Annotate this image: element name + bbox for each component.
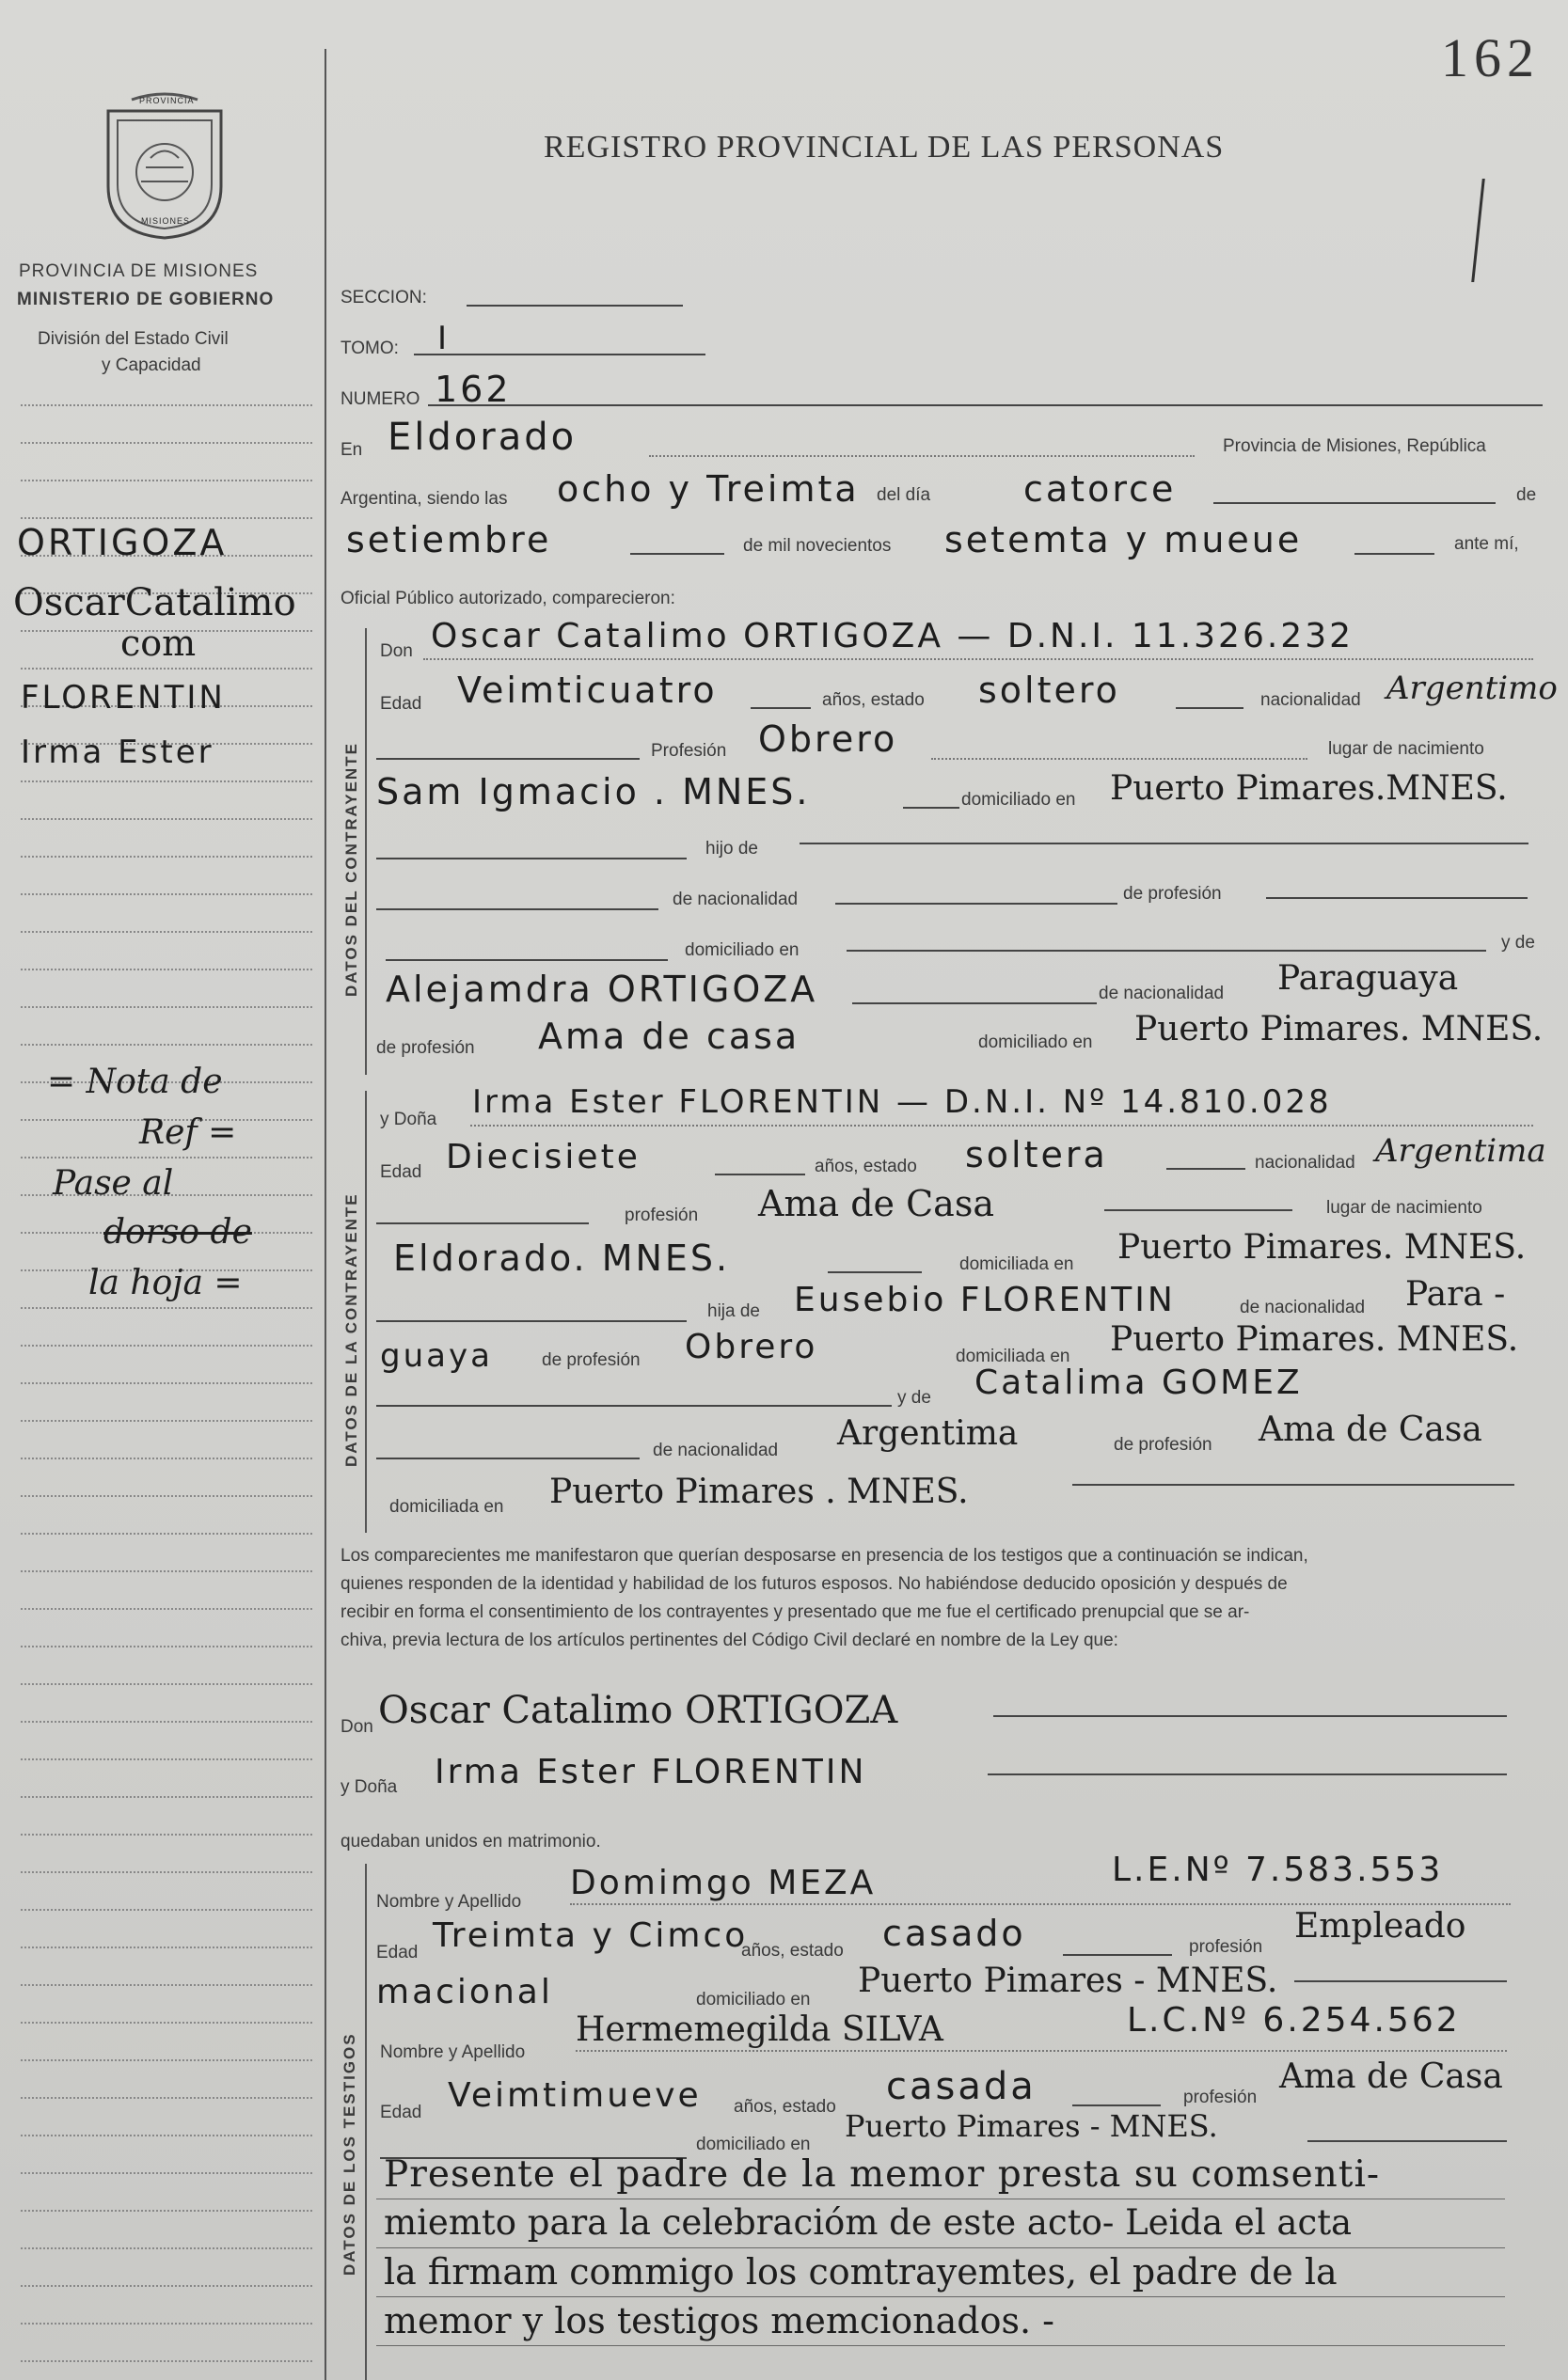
bride-father-nationality-a: Para -	[1405, 1275, 1506, 1314]
witness1-status: casado	[882, 1913, 1026, 1954]
province-name: PROVINCIA DE MISIONES	[19, 261, 259, 281]
father-nac-label: de nacionalidad	[1240, 1298, 1366, 1317]
groom-nationality: Argentimo	[1386, 670, 1558, 707]
father-prof-label: de profesión	[542, 1350, 641, 1370]
t2-profesion-label: profesión	[1183, 2088, 1258, 2107]
decl-bride-name: Irma Ester FLORENTIN	[435, 1753, 867, 1791]
mother2-nac-label: de nacionalidad	[653, 1441, 779, 1460]
closing-note-4: memor y los testigos memcionados. -	[384, 2300, 1055, 2341]
bride-nationality: Argentima	[1375, 1132, 1546, 1170]
margin-rule	[325, 49, 326, 2380]
groom-name: Oscar Catalimo ORTIGOZA — D.N.I. 11.326.232	[431, 617, 1354, 655]
del-dia-text: del día	[877, 485, 931, 505]
seal-top-text: PROVINCIA	[139, 96, 195, 105]
father-dom-label: domiciliada en	[956, 1347, 1070, 1366]
closing-note-3: la firmam commigo los comtrayemtes, el padre de la	[384, 2251, 1338, 2293]
witness1-occupation-2: macional	[376, 1973, 553, 2011]
mother-nac-label: de nacionalidad	[1099, 984, 1225, 1003]
de-nacionalidad-label: de nacionalidad	[673, 890, 799, 909]
bride-prof-line	[376, 1222, 589, 1224]
check-mark	[1471, 179, 1498, 282]
margin-surname-2: FLORENTIN	[21, 679, 226, 717]
groom-residence: Puerto Pimares.MNES.	[1110, 769, 1508, 808]
contrayente-bracket	[365, 628, 367, 1075]
bride-birthplace-line	[828, 1271, 922, 1273]
provincial-seal	[94, 92, 235, 243]
bride-age: Diecisiete	[446, 1138, 641, 1176]
decl-groom-name: Oscar Catalimo ORTIGOZA	[378, 1689, 898, 1732]
bride-profesion-label: profesión	[625, 1206, 699, 1225]
provincia-text: Provincia de Misiones, República	[1223, 436, 1486, 456]
bride-status: soltera	[965, 1134, 1108, 1175]
birthplace-line	[903, 807, 959, 809]
t2-edad-label: Edad	[380, 2103, 422, 2122]
note-rule-2	[376, 2247, 1505, 2248]
decl-groom-line	[993, 1715, 1507, 1717]
year-value: setemta y mueue	[944, 519, 1303, 560]
don-label: Don	[380, 641, 413, 661]
city-dots	[649, 455, 1195, 457]
division-line-2: y Capacidad	[102, 355, 201, 375]
groom-status: soltero	[978, 670, 1120, 711]
hija-de-label: hija de	[707, 1301, 760, 1321]
profesion-label: Profesión	[651, 741, 727, 761]
margin-connector: com	[120, 623, 197, 664]
bride-name-dots	[470, 1125, 1533, 1127]
en-label: En	[341, 440, 363, 460]
y-de-label: y de	[1501, 933, 1535, 953]
groom-birthplace: Sam Igmacio . MNES.	[376, 771, 811, 812]
mother-prof-label: de profesión	[376, 1038, 475, 1058]
bride-mother-line-a	[376, 1405, 892, 1407]
numero-label: NUMERO	[341, 389, 420, 409]
dom-line-b	[847, 950, 1486, 952]
witness1-residence: Puerto Pimares - MNES.	[858, 1962, 1278, 2000]
nacionalidad-label: nacionalidad	[1260, 690, 1361, 710]
quedaban-text: quedaban unidos en matrimonio.	[341, 1832, 601, 1852]
witness1-age: Treimta y Cimco	[433, 1916, 749, 1955]
t1-edad-label: Edad	[376, 1943, 419, 1962]
t1-anios-estado: años, estado	[741, 1941, 844, 1961]
note-rule-4	[376, 2345, 1505, 2346]
bride-edad-label: Edad	[380, 1162, 422, 1182]
de-text: de	[1516, 485, 1537, 505]
dom-line-a	[386, 959, 668, 961]
declaration-line-1: Los comparecientes me manifestaron que querían desposarse en presencia de los testigos que a continuación se indican,	[341, 1546, 1308, 1566]
note-rule-3	[376, 2296, 1505, 2297]
division-line-1: División del Estado Civil	[38, 329, 229, 349]
witness2-document: L.C.Nº 6.254.562	[1127, 2001, 1461, 2040]
margin-surname-1: ORTIGOZA	[17, 522, 228, 563]
margin-ref-3: Pase al	[53, 1164, 174, 1203]
witness2-name-dots	[576, 2050, 1507, 2052]
bride-father-nationality-b: guaya	[380, 1337, 493, 1375]
contrayente2-bracket	[365, 1091, 367, 1533]
bride-birthplace: Eldorado. MNES.	[393, 1237, 731, 1279]
anios-estado: años, estado	[822, 690, 925, 710]
groom-age: Veimticuatro	[457, 670, 718, 711]
domiciliado-label: domiciliado en	[961, 790, 1076, 810]
hijo-line-a	[376, 858, 687, 859]
tomo-line	[414, 354, 705, 355]
t2-domiciliado-label: domiciliado en	[696, 2135, 811, 2154]
profesion-line	[376, 758, 640, 760]
t1-domiciliado-label: domiciliado en	[696, 1990, 811, 2010]
witness2-occupation: Ama de Casa	[1279, 2057, 1503, 2096]
witness2-name: Hermemegilda SILVA	[576, 2010, 943, 2049]
de-mil-text: de mil novecientos	[743, 536, 892, 556]
bride-mother-line-b	[376, 1458, 640, 1459]
occupation-dots	[931, 758, 1307, 760]
margin-ref-1: = Nota de	[47, 1063, 223, 1101]
ministry-name: MINISTERIO DE GOBIERNO	[17, 290, 275, 309]
page-title: REGISTRO PROVINCIAL DE LAS PERSONAS	[544, 130, 1225, 165]
bride-father: Eusebio FLORENTIN	[794, 1281, 1176, 1319]
bride-age-line	[715, 1174, 805, 1175]
margin-ref-4: dorso de	[103, 1213, 252, 1252]
t2-nombre-label: Nombre y Apellido	[380, 2042, 526, 2062]
bride-mother-residence: Puerto Pimares . MNES.	[549, 1473, 969, 1511]
closing-note-2: miemto para la celebracióm de este acto- Leida el acta	[384, 2202, 1353, 2243]
city-value: Eldorado	[388, 416, 578, 459]
bride-occupation-line	[1104, 1209, 1292, 1211]
bride-dom-label: domiciliada en	[959, 1254, 1074, 1274]
t2-residence-line-b	[1307, 2140, 1507, 2142]
nac-line-a	[376, 908, 658, 910]
t1-nombre-label: Nombre y Apellido	[376, 1892, 522, 1912]
mother2-dom-label: domiciliada en	[389, 1497, 504, 1517]
bride-occupation: Ama de Casa	[758, 1183, 994, 1224]
witness2-residence: Puerto Pimares - MNES.	[845, 2108, 1218, 2144]
edad-label: Edad	[380, 694, 422, 714]
hour-value: ocho y Treimta	[557, 468, 860, 510]
witness1-name-dots	[570, 1903, 1511, 1905]
seccion-label: SECCION:	[341, 288, 427, 307]
seccion-line	[467, 305, 683, 307]
age-line	[751, 707, 811, 709]
day-value: catorce	[1023, 468, 1177, 510]
margin-name-2: Irma Ester	[21, 733, 214, 771]
groom-name-dots	[423, 658, 1533, 660]
numero-line	[428, 404, 1543, 406]
margin-ref-5: la hoja =	[88, 1264, 243, 1302]
tomo-label: TOMO:	[341, 339, 399, 358]
status-line	[1176, 707, 1243, 709]
contrayente2-section-label: DATOS DE LA CONTRAYENTE	[342, 1192, 360, 1467]
mother2-prof-label: de profesión	[1114, 1435, 1212, 1455]
groom-mother-residence: Puerto Pimares. MNES.	[1134, 1010, 1544, 1048]
bride-anios-estado: años, estado	[815, 1157, 917, 1176]
groom-mother-occupation: Ama de casa	[538, 1016, 800, 1057]
hijo-line-b	[800, 843, 1528, 844]
testigos-section-label: DATOS DE LOS TESTIGOS	[341, 2032, 358, 2276]
y-de-label-2: y de	[897, 1388, 931, 1408]
t1-status-line	[1063, 1954, 1172, 1956]
domiciliado-en-label: domiciliado en	[685, 940, 800, 960]
argentina-text: Argentina, siendo las	[341, 489, 508, 509]
bride-father-occupation: Obrero	[685, 1328, 818, 1366]
groom-mother-nationality: Paraguaya	[1277, 959, 1459, 998]
t2-anios-estado: años, estado	[734, 2097, 836, 2117]
bride-mother: Catalima GOMEZ	[974, 1363, 1303, 1402]
tomo-value: I	[437, 320, 451, 357]
bride-mother-occupation: Ama de Casa	[1259, 1411, 1482, 1449]
witness2-status: casada	[886, 2065, 1037, 2108]
lugar-nac-label: lugar de nacimiento	[1328, 739, 1484, 759]
declaration-line-4: chiva, previa lectura de los artículos pertinentes del Código Civil declaré en nombre de la Ley que:	[341, 1631, 1118, 1650]
oficial-text: Oficial Público autorizado, comparecieron:	[341, 589, 675, 608]
bride-residence: Puerto Pimares. MNES.	[1117, 1228, 1527, 1267]
ante-mi-text: ante mí,	[1454, 534, 1519, 554]
decl-dona-label: y Doña	[341, 1777, 398, 1797]
groom-mother: Alejamdra ORTIGOZA	[386, 969, 818, 1010]
declaration-line-2: quienes responden de la identidad y habilidad de los futuros esposos. No habiéndose deducido oposición y después de	[341, 1574, 1288, 1594]
bride-mother-nationality: Argentima	[837, 1414, 1019, 1453]
mother-dom-label: domiciliado en	[978, 1032, 1093, 1052]
declaration-line-3: recibir en forma el consentimiento de los contrayentes y presentado que me fue el certificado prenupcial que se ar-	[341, 1602, 1250, 1622]
page-number: 162	[1441, 27, 1540, 88]
seal-bottom-text: MISIONES	[141, 216, 191, 226]
dona-label: y Doña	[380, 1110, 437, 1129]
month-value: setiembre	[346, 519, 552, 560]
bride-mother-residence-line	[1072, 1484, 1514, 1486]
margin-name-1: OscarCatalimo	[13, 581, 296, 624]
witness1-occupation: Empleado	[1294, 1907, 1466, 1946]
t2-status-line	[1072, 2104, 1161, 2106]
witness1-name: Domimgo MEZA	[570, 1864, 877, 1902]
witness1-document: L.E.Nº 7.583.553	[1112, 1851, 1444, 1889]
bride-father-line	[376, 1320, 687, 1322]
month-line	[630, 553, 724, 555]
nac-line-b	[835, 903, 1117, 905]
prof-line	[1266, 897, 1528, 899]
t1-residence-line	[1294, 1980, 1507, 1982]
bride-name: Irma Ester FLORENTIN — D.N.I. Nº 14.810.028	[472, 1083, 1332, 1121]
contrayente-section-label: DATOS DEL CONTRAYENTE	[342, 742, 360, 997]
decl-bride-line	[988, 1773, 1507, 1775]
numero-value: 162	[435, 369, 512, 410]
groom-occupation: Obrero	[758, 718, 898, 760]
bride-father-residence: Puerto Pimares. MNES.	[1110, 1320, 1519, 1359]
hijo-de-label: hijo de	[705, 839, 758, 859]
day-line	[1213, 502, 1496, 504]
testigos-bracket	[365, 1864, 367, 2380]
bride-lugar-label: lugar de nacimiento	[1326, 1198, 1482, 1218]
mother-line	[852, 1002, 1097, 1004]
de-profesion-label: de profesión	[1123, 884, 1222, 904]
t1-profesion-label: profesión	[1189, 1937, 1263, 1957]
margin-ref-2: Ref =	[139, 1113, 237, 1152]
bride-nacionalidad-label: nacionalidad	[1255, 1153, 1355, 1173]
year-line	[1354, 553, 1434, 555]
closing-note-1: Presente el padre de la memor presta su comsenti-	[384, 2153, 1381, 2196]
decl-don-label: Don	[341, 1717, 373, 1737]
bride-status-line	[1166, 1168, 1245, 1170]
witness2-age: Veimtimueve	[448, 2076, 702, 2115]
